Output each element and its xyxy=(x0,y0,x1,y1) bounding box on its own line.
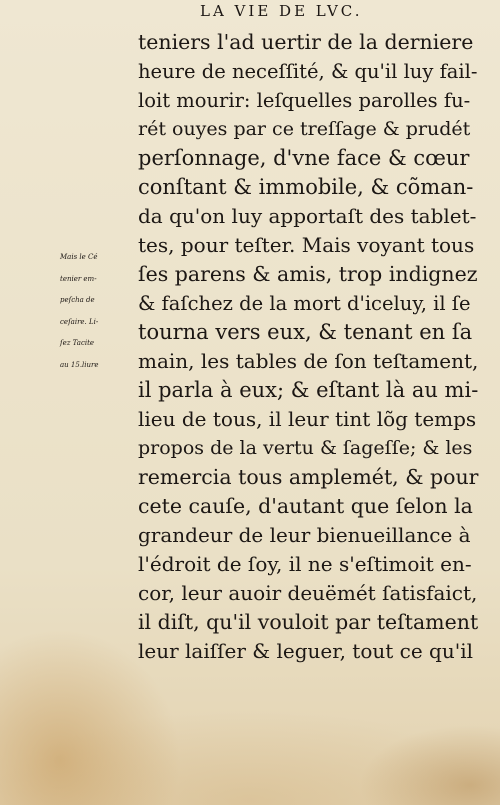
text-line: grandeur de leur bienueillance à xyxy=(138,523,471,547)
text-line: tes, pour teſter. Mais voyant tous xyxy=(138,233,475,257)
text-line: ſes parens & amis, trop indignez xyxy=(138,262,478,286)
marginal-note-line: Mais le Cé xyxy=(60,253,98,261)
marginal-note-line: tenier em- xyxy=(60,274,97,283)
text-line: lieu de tous, il leur tint lõg temps xyxy=(138,407,477,431)
text-line: il parla à eux; & eſtant là au mi- xyxy=(138,378,479,402)
text-line: da qu'on luy apportaſt des tablet- xyxy=(138,204,477,228)
text-line: il diſt, qu'il vouloit par teſtament xyxy=(138,610,479,634)
text-line: cete cauſe, d'autant que ſelon la xyxy=(138,494,473,518)
marginal-note-line: peſcha de xyxy=(60,296,95,304)
marginal-note-line: ſez Tacite xyxy=(60,339,95,347)
text-line: loit mourir: leſquelles parolles fu- xyxy=(138,89,471,112)
text-line: & faſchez de la mort d'iceluy, il ſe xyxy=(138,292,471,315)
text-line: remercia tous amplemét, & pour xyxy=(138,465,479,489)
marginal-note-line: ceſaire. Li- xyxy=(60,317,99,326)
text-line: cor, leur auoir deuëmét ſatisfaict, xyxy=(138,581,478,605)
text-line: conſtant & immobile, & cõman- xyxy=(138,175,474,199)
text-line: tourna vers eux, & tenant en ſa xyxy=(138,320,473,344)
body-text xyxy=(138,28,478,666)
marginal-note-line: au 15.liure xyxy=(60,360,99,369)
text-line: teniers l'ad uertir de la derniere xyxy=(138,30,474,54)
text-line: heure de neceſſité, & qu'il luy fail- xyxy=(138,60,478,83)
marginal-note xyxy=(60,247,138,376)
text-line: main, les tables de ſon teſtament, xyxy=(138,349,479,373)
text-line: perſonnage, d'vne face & cœur xyxy=(138,146,470,170)
text-line: rét ouyes par ce treſſage & prudét xyxy=(138,118,471,140)
text-line: propos de la vertu & ſageſſe; & les xyxy=(138,437,473,459)
text-line: l'édroit de ſoy, il ne s'eſtimoit en- xyxy=(138,552,472,576)
running-head: LA VIE DE LVC. xyxy=(200,2,363,20)
text-line: leur laiſſer & leguer, tout ce qu'il xyxy=(138,639,474,663)
